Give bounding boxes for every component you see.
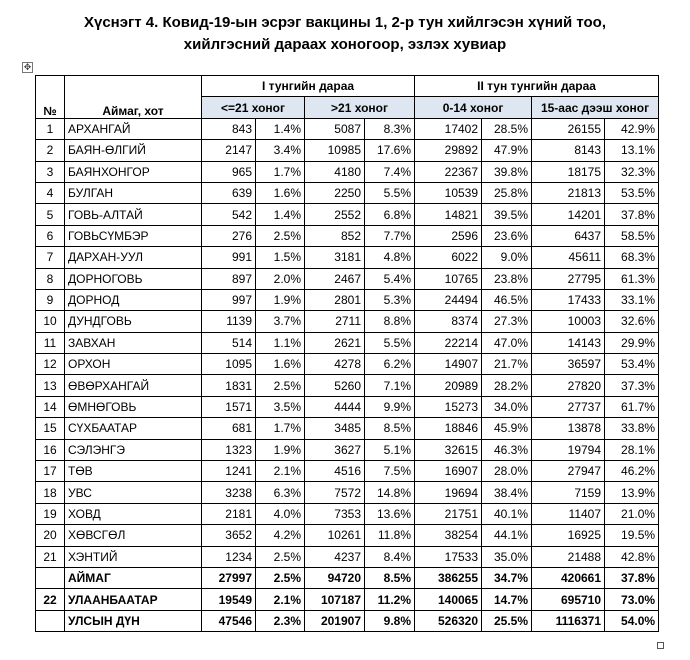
- dose2-0-14-count: 18846: [415, 418, 482, 439]
- dose1-lte21-percent: 2.1%: [256, 461, 305, 482]
- dose2-0-14-percent: 14.7%: [482, 589, 532, 610]
- aimag-name: СҮХБААТАР: [65, 418, 202, 439]
- aimag-name: БАЯН-ӨЛГИЙ: [65, 140, 202, 161]
- dose2-15plus-count: 26155: [532, 118, 605, 139]
- dose2-15plus-percent: 54.0%: [605, 610, 659, 631]
- dose1-gt21-percent: 7.5%: [365, 461, 415, 482]
- dose2-0-14-percent: 44.1%: [482, 525, 532, 546]
- dose1-gt21-count: 5087: [305, 118, 365, 139]
- dose2-15plus-count: 21488: [532, 546, 605, 567]
- resize-handle-icon[interactable]: [657, 642, 664, 649]
- subheader-dose1-gt21: >21 хоног: [305, 97, 415, 118]
- dose1-gt21-percent: 7.7%: [365, 225, 415, 246]
- dose2-0-14-percent: 28.0%: [482, 461, 532, 482]
- table-row: [36, 332, 659, 353]
- dose1-gt21-count: 2467: [305, 268, 365, 289]
- dose2-15plus-percent: 37.8%: [605, 567, 659, 588]
- dose2-15plus-percent: 42.8%: [605, 546, 659, 567]
- dose1-lte21-count: 47546: [202, 610, 256, 631]
- dose2-0-14-percent: 28.2%: [482, 375, 532, 396]
- dose2-0-14-percent: 46.5%: [482, 289, 532, 310]
- row-number: 22: [36, 589, 65, 610]
- dose1-lte21-count: 1571: [202, 396, 256, 417]
- table-row: [36, 118, 659, 139]
- dose1-lte21-count: 2181: [202, 503, 256, 524]
- dose2-15plus-count: 14143: [532, 332, 605, 353]
- dose2-15plus-percent: 68.3%: [605, 247, 659, 268]
- dose1-lte21-percent: 1.4%: [256, 204, 305, 225]
- dose1-lte21-count: 965: [202, 161, 256, 182]
- dose2-0-14-count: 8374: [415, 311, 482, 332]
- aimag-name: ДУНДГОВЬ: [65, 311, 202, 332]
- row-number: 1: [36, 118, 65, 139]
- dose1-gt21-count: 7353: [305, 503, 365, 524]
- dose1-gt21-percent: 17.6%: [365, 140, 415, 161]
- dose1-lte21-count: 19549: [202, 589, 256, 610]
- row-number: 9: [36, 289, 65, 310]
- dose1-gt21-percent: 4.8%: [365, 247, 415, 268]
- dose1-gt21-percent: 5.1%: [365, 439, 415, 460]
- table-row: [36, 418, 659, 439]
- row-number: [36, 610, 65, 631]
- table-row: [36, 525, 659, 546]
- table-row: [36, 204, 659, 225]
- dose2-0-14-percent: 25.5%: [482, 610, 532, 631]
- dose1-lte21-count: 1831: [202, 375, 256, 396]
- table-row: [36, 482, 659, 503]
- aimag-name: ЗАВХАН: [65, 332, 202, 353]
- dose1-gt21-percent: 8.4%: [365, 546, 415, 567]
- dose1-lte21-count: 1323: [202, 439, 256, 460]
- dose1-lte21-count: 897: [202, 268, 256, 289]
- aimag-name: БАЯНХОНГОР: [65, 161, 202, 182]
- dose1-lte21-count: 542: [202, 204, 256, 225]
- group-header-dose2: II тун тунгийн дараа: [415, 76, 659, 97]
- row-number: 11: [36, 332, 65, 353]
- dose2-0-14-count: 14821: [415, 204, 482, 225]
- dose1-gt21-percent: 6.2%: [365, 354, 415, 375]
- dose2-15plus-count: 36597: [532, 354, 605, 375]
- table-row: [36, 567, 659, 588]
- table-row: [36, 589, 659, 610]
- aimag-name: ӨМНӨГОВЬ: [65, 396, 202, 417]
- dose1-lte21-count: 2147: [202, 140, 256, 161]
- dose2-0-14-count: 526320: [415, 610, 482, 631]
- dose2-15plus-percent: 42.9%: [605, 118, 659, 139]
- dose1-lte21-count: 843: [202, 118, 256, 139]
- aimag-name: ДАРХАН-УУЛ: [65, 247, 202, 268]
- dose1-lte21-percent: 2.0%: [256, 268, 305, 289]
- dose2-15plus-count: 18175: [532, 161, 605, 182]
- dose1-lte21-percent: 1.5%: [256, 247, 305, 268]
- table-row: [36, 439, 659, 460]
- row-number: 6: [36, 225, 65, 246]
- dose2-15plus-percent: 28.1%: [605, 439, 659, 460]
- aimag-name: ГОВЬСҮМБЭР: [65, 225, 202, 246]
- row-number: 12: [36, 354, 65, 375]
- aimag-name: ХЭНТИЙ: [65, 546, 202, 567]
- table-row: [36, 396, 659, 417]
- dose2-0-14-count: 10765: [415, 268, 482, 289]
- dose1-lte21-count: 3652: [202, 525, 256, 546]
- dose1-gt21-count: 2801: [305, 289, 365, 310]
- dose1-gt21-count: 4180: [305, 161, 365, 182]
- dose2-15plus-count: 420661: [532, 567, 605, 588]
- dose1-gt21-percent: 8.8%: [365, 311, 415, 332]
- dose2-15plus-percent: 53.4%: [605, 354, 659, 375]
- dose2-0-14-count: 16907: [415, 461, 482, 482]
- dose1-lte21-percent: 6.3%: [256, 482, 305, 503]
- dose1-gt21-percent: 9.9%: [365, 396, 415, 417]
- dose2-0-14-count: 21751: [415, 503, 482, 524]
- dose1-gt21-percent: 8.5%: [365, 567, 415, 588]
- dose2-15plus-count: 1116371: [532, 610, 605, 631]
- subheader-dose2-15plus: 15-аас дээш хоног: [532, 97, 659, 118]
- dose2-15plus-percent: 73.0%: [605, 589, 659, 610]
- dose1-gt21-percent: 6.8%: [365, 204, 415, 225]
- dose1-lte21-percent: 3.7%: [256, 311, 305, 332]
- dose2-0-14-count: 140065: [415, 589, 482, 610]
- dose2-15plus-percent: 32.6%: [605, 311, 659, 332]
- dose2-15plus-percent: 61.7%: [605, 396, 659, 417]
- aimag-name: ДОРНОГОВЬ: [65, 268, 202, 289]
- dose2-0-14-count: 32615: [415, 439, 482, 460]
- row-number: 10: [36, 311, 65, 332]
- dose1-gt21-percent: 11.2%: [365, 589, 415, 610]
- dose2-15plus-percent: 13.9%: [605, 482, 659, 503]
- aimag-name: ТӨВ: [65, 461, 202, 482]
- dose1-gt21-count: 94720: [305, 567, 365, 588]
- dose1-gt21-count: 3485: [305, 418, 365, 439]
- dose1-lte21-count: 681: [202, 418, 256, 439]
- dose2-0-14-percent: 45.9%: [482, 418, 532, 439]
- dose2-15plus-percent: 58.5%: [605, 225, 659, 246]
- dose2-15plus-count: 14201: [532, 204, 605, 225]
- row-number: 20: [36, 525, 65, 546]
- dose1-gt21-percent: 5.5%: [365, 182, 415, 203]
- aimag-name: ХӨВСГӨЛ: [65, 525, 202, 546]
- dose2-0-14-percent: 27.3%: [482, 311, 532, 332]
- dose1-gt21-percent: 14.8%: [365, 482, 415, 503]
- dose2-15plus-count: 21813: [532, 182, 605, 203]
- dose2-0-14-percent: 35.0%: [482, 546, 532, 567]
- dose1-lte21-percent: 3.5%: [256, 396, 305, 417]
- column-header-aimag: Аймаг, хот: [65, 76, 202, 119]
- row-number: 13: [36, 375, 65, 396]
- dose1-gt21-percent: 5.4%: [365, 268, 415, 289]
- dose1-lte21-percent: 2.3%: [256, 610, 305, 631]
- dose1-gt21-percent: 13.6%: [365, 503, 415, 524]
- dose1-gt21-count: 2711: [305, 311, 365, 332]
- dose2-15plus-percent: 53.5%: [605, 182, 659, 203]
- dose1-gt21-count: 2250: [305, 182, 365, 203]
- dose1-gt21-count: 10261: [305, 525, 365, 546]
- row-number: 7: [36, 247, 65, 268]
- dose2-0-14-count: 15273: [415, 396, 482, 417]
- dose2-0-14-percent: 28.5%: [482, 118, 532, 139]
- dose1-gt21-count: 3627: [305, 439, 365, 460]
- dose2-15plus-percent: 29.9%: [605, 332, 659, 353]
- dose2-15plus-percent: 33.1%: [605, 289, 659, 310]
- dose2-15plus-percent: 46.2%: [605, 461, 659, 482]
- dose1-gt21-count: 201907: [305, 610, 365, 631]
- dose1-lte21-percent: 2.5%: [256, 546, 305, 567]
- dose2-0-14-percent: 40.1%: [482, 503, 532, 524]
- table-title: [0, 12, 690, 56]
- dose2-15plus-percent: 37.8%: [605, 204, 659, 225]
- dose2-15plus-count: 10003: [532, 311, 605, 332]
- row-number: 19: [36, 503, 65, 524]
- subheader-dose2-0-14: 0-14 хоног: [415, 97, 532, 118]
- row-number: 2: [36, 140, 65, 161]
- dose2-15plus-count: 27737: [532, 396, 605, 417]
- move-anchor-icon[interactable]: ✥: [23, 62, 32, 72]
- table-body: [36, 118, 659, 631]
- dose2-0-14-count: 386255: [415, 567, 482, 588]
- dose1-gt21-percent: 11.8%: [365, 525, 415, 546]
- dose1-lte21-count: 639: [202, 182, 256, 203]
- aimag-name: ӨВӨРХАНГАЙ: [65, 375, 202, 396]
- dose2-0-14-percent: 34.7%: [482, 567, 532, 588]
- dose1-gt21-percent: 7.1%: [365, 375, 415, 396]
- dose1-lte21-count: 514: [202, 332, 256, 353]
- dose1-gt21-count: 5260: [305, 375, 365, 396]
- subheader-dose1-lte21: <=21 хоног: [202, 97, 305, 118]
- dose2-15plus-count: 19794: [532, 439, 605, 460]
- dose2-15plus-percent: 33.8%: [605, 418, 659, 439]
- dose2-0-14-percent: 47.9%: [482, 140, 532, 161]
- dose1-lte21-percent: 2.5%: [256, 567, 305, 588]
- dose2-0-14-percent: 38.4%: [482, 482, 532, 503]
- dose1-gt21-count: 2621: [305, 332, 365, 353]
- dose1-gt21-count: 107187: [305, 589, 365, 610]
- aimag-name: ДОРНОД: [65, 289, 202, 310]
- dose2-0-14-percent: 34.0%: [482, 396, 532, 417]
- dose2-0-14-count: 17402: [415, 118, 482, 139]
- aimag-name: ГОВЬ-АЛТАЙ: [65, 204, 202, 225]
- dose1-lte21-count: 1095: [202, 354, 256, 375]
- dose1-gt21-percent: 9.8%: [365, 610, 415, 631]
- column-header-no: №: [36, 76, 65, 119]
- dose1-gt21-percent: 5.3%: [365, 289, 415, 310]
- aimag-name: УЛСЫН ДҮН: [65, 610, 202, 631]
- dose1-gt21-count: 10985: [305, 140, 365, 161]
- dose2-15plus-count: 6437: [532, 225, 605, 246]
- dose2-15plus-percent: 13.1%: [605, 140, 659, 161]
- dose1-lte21-percent: 2.1%: [256, 589, 305, 610]
- dose1-gt21-percent: 7.4%: [365, 161, 415, 182]
- aimag-name: СЭЛЭНГЭ: [65, 439, 202, 460]
- dose2-0-14-count: 22214: [415, 332, 482, 353]
- dose2-0-14-percent: 39.5%: [482, 204, 532, 225]
- dose2-15plus-percent: 61.3%: [605, 268, 659, 289]
- table-row: [36, 140, 659, 161]
- dose2-15plus-count: 695710: [532, 589, 605, 610]
- dose2-0-14-percent: 21.7%: [482, 354, 532, 375]
- dose1-lte21-count: 991: [202, 247, 256, 268]
- dose1-lte21-percent: 1.6%: [256, 354, 305, 375]
- dose1-lte21-percent: 1.6%: [256, 182, 305, 203]
- dose1-lte21-count: 1241: [202, 461, 256, 482]
- table-row: [36, 546, 659, 567]
- table-row: [36, 375, 659, 396]
- dose1-lte21-count: 1139: [202, 311, 256, 332]
- dose2-0-14-percent: 25.8%: [482, 182, 532, 203]
- table-title-line-2: хийлгэсний дараах хоногоор, эзлэх хувиар: [183, 36, 507, 53]
- dose2-15plus-count: 27820: [532, 375, 605, 396]
- dose2-0-14-count: 2596: [415, 225, 482, 246]
- dose1-lte21-percent: 1.7%: [256, 161, 305, 182]
- dose1-lte21-count: 1234: [202, 546, 256, 567]
- dose2-0-14-count: 14907: [415, 354, 482, 375]
- dose2-0-14-count: 29892: [415, 140, 482, 161]
- dose2-15plus-count: 8143: [532, 140, 605, 161]
- dose1-gt21-count: 4278: [305, 354, 365, 375]
- dose1-lte21-count: 276: [202, 225, 256, 246]
- dose1-lte21-percent: 4.0%: [256, 503, 305, 524]
- dose2-0-14-percent: 23.6%: [482, 225, 532, 246]
- dose1-gt21-percent: 8.3%: [365, 118, 415, 139]
- row-number: 5: [36, 204, 65, 225]
- row-number: 16: [36, 439, 65, 460]
- aimag-name: ОРХОН: [65, 354, 202, 375]
- dose2-0-14-count: 24494: [415, 289, 482, 310]
- aimag-name: БУЛГАН: [65, 182, 202, 203]
- dose2-0-14-count: 17533: [415, 546, 482, 567]
- row-number: 3: [36, 161, 65, 182]
- dose1-lte21-percent: 2.5%: [256, 375, 305, 396]
- dose2-15plus-count: 27795: [532, 268, 605, 289]
- dose2-0-14-percent: 9.0%: [482, 247, 532, 268]
- dose1-lte21-count: 997: [202, 289, 256, 310]
- aimag-name: УВС: [65, 482, 202, 503]
- dose1-gt21-percent: 8.5%: [365, 418, 415, 439]
- row-number: 4: [36, 182, 65, 203]
- row-number: 17: [36, 461, 65, 482]
- table-row: [36, 161, 659, 182]
- dose2-0-14-count: 10539: [415, 182, 482, 203]
- table-row: [36, 268, 659, 289]
- row-number: 18: [36, 482, 65, 503]
- table-row: [36, 289, 659, 310]
- dose2-15plus-count: 11407: [532, 503, 605, 524]
- dose1-gt21-count: 852: [305, 225, 365, 246]
- dose2-15plus-percent: 37.3%: [605, 375, 659, 396]
- dose1-lte21-percent: 4.2%: [256, 525, 305, 546]
- dose2-0-14-count: 20989: [415, 375, 482, 396]
- table-row: [36, 247, 659, 268]
- table-row: [36, 182, 659, 203]
- dose1-gt21-count: 3181: [305, 247, 365, 268]
- aimag-name: ХОВД: [65, 503, 202, 524]
- dose2-0-14-count: 19694: [415, 482, 482, 503]
- dose1-gt21-count: 4516: [305, 461, 365, 482]
- dose1-lte21-percent: 1.4%: [256, 118, 305, 139]
- vaccination-table: [35, 75, 659, 632]
- dose2-15plus-count: 16925: [532, 525, 605, 546]
- dose2-15plus-percent: 19.5%: [605, 525, 659, 546]
- row-number: 14: [36, 396, 65, 417]
- table-row: [36, 610, 659, 631]
- dose2-15plus-count: 13878: [532, 418, 605, 439]
- table-title-line-1: Хүснэгт 4. Ковид-19-ын эсрэг вакцины 1, 2-р тун хийлгэсэн хүний тоо,: [83, 14, 607, 31]
- dose1-lte21-percent: 1.9%: [256, 439, 305, 460]
- dose2-0-14-percent: 39.8%: [482, 161, 532, 182]
- row-number: 15: [36, 418, 65, 439]
- table-row: [36, 225, 659, 246]
- dose2-15plus-count: 7159: [532, 482, 605, 503]
- dose1-lte21-count: 3238: [202, 482, 256, 503]
- row-number: 21: [36, 546, 65, 567]
- aimag-name: АЙМАГ: [65, 567, 202, 588]
- row-number: [36, 567, 65, 588]
- dose2-0-14-count: 6022: [415, 247, 482, 268]
- dose2-15plus-percent: 32.3%: [605, 161, 659, 182]
- dose2-15plus-count: 27947: [532, 461, 605, 482]
- dose2-0-14-percent: 23.8%: [482, 268, 532, 289]
- dose1-lte21-percent: 3.4%: [256, 140, 305, 161]
- dose1-gt21-percent: 5.5%: [365, 332, 415, 353]
- group-header-dose1: I тунгийн дараа: [202, 76, 415, 97]
- dose2-15plus-percent: 21.0%: [605, 503, 659, 524]
- dose1-lte21-percent: 2.5%: [256, 225, 305, 246]
- dose1-gt21-count: 4444: [305, 396, 365, 417]
- dose1-gt21-count: 7572: [305, 482, 365, 503]
- dose2-0-14-percent: 47.0%: [482, 332, 532, 353]
- dose1-gt21-count: 2552: [305, 204, 365, 225]
- aimag-name: АРХАНГАЙ: [65, 118, 202, 139]
- table-row: [36, 461, 659, 482]
- table-row: [36, 503, 659, 524]
- dose1-lte21-percent: 1.9%: [256, 289, 305, 310]
- aimag-name: УЛААНБААТАР: [65, 589, 202, 610]
- dose1-lte21-percent: 1.7%: [256, 418, 305, 439]
- row-number: 8: [36, 268, 65, 289]
- dose1-lte21-percent: 1.1%: [256, 332, 305, 353]
- dose2-0-14-count: 22367: [415, 161, 482, 182]
- dose2-15plus-count: 17433: [532, 289, 605, 310]
- table-row: [36, 354, 659, 375]
- dose2-0-14-percent: 46.3%: [482, 439, 532, 460]
- dose2-0-14-count: 38254: [415, 525, 482, 546]
- dose1-gt21-count: 4237: [305, 546, 365, 567]
- table-row: [36, 311, 659, 332]
- dose1-lte21-count: 27997: [202, 567, 256, 588]
- dose2-15plus-count: 45611: [532, 247, 605, 268]
